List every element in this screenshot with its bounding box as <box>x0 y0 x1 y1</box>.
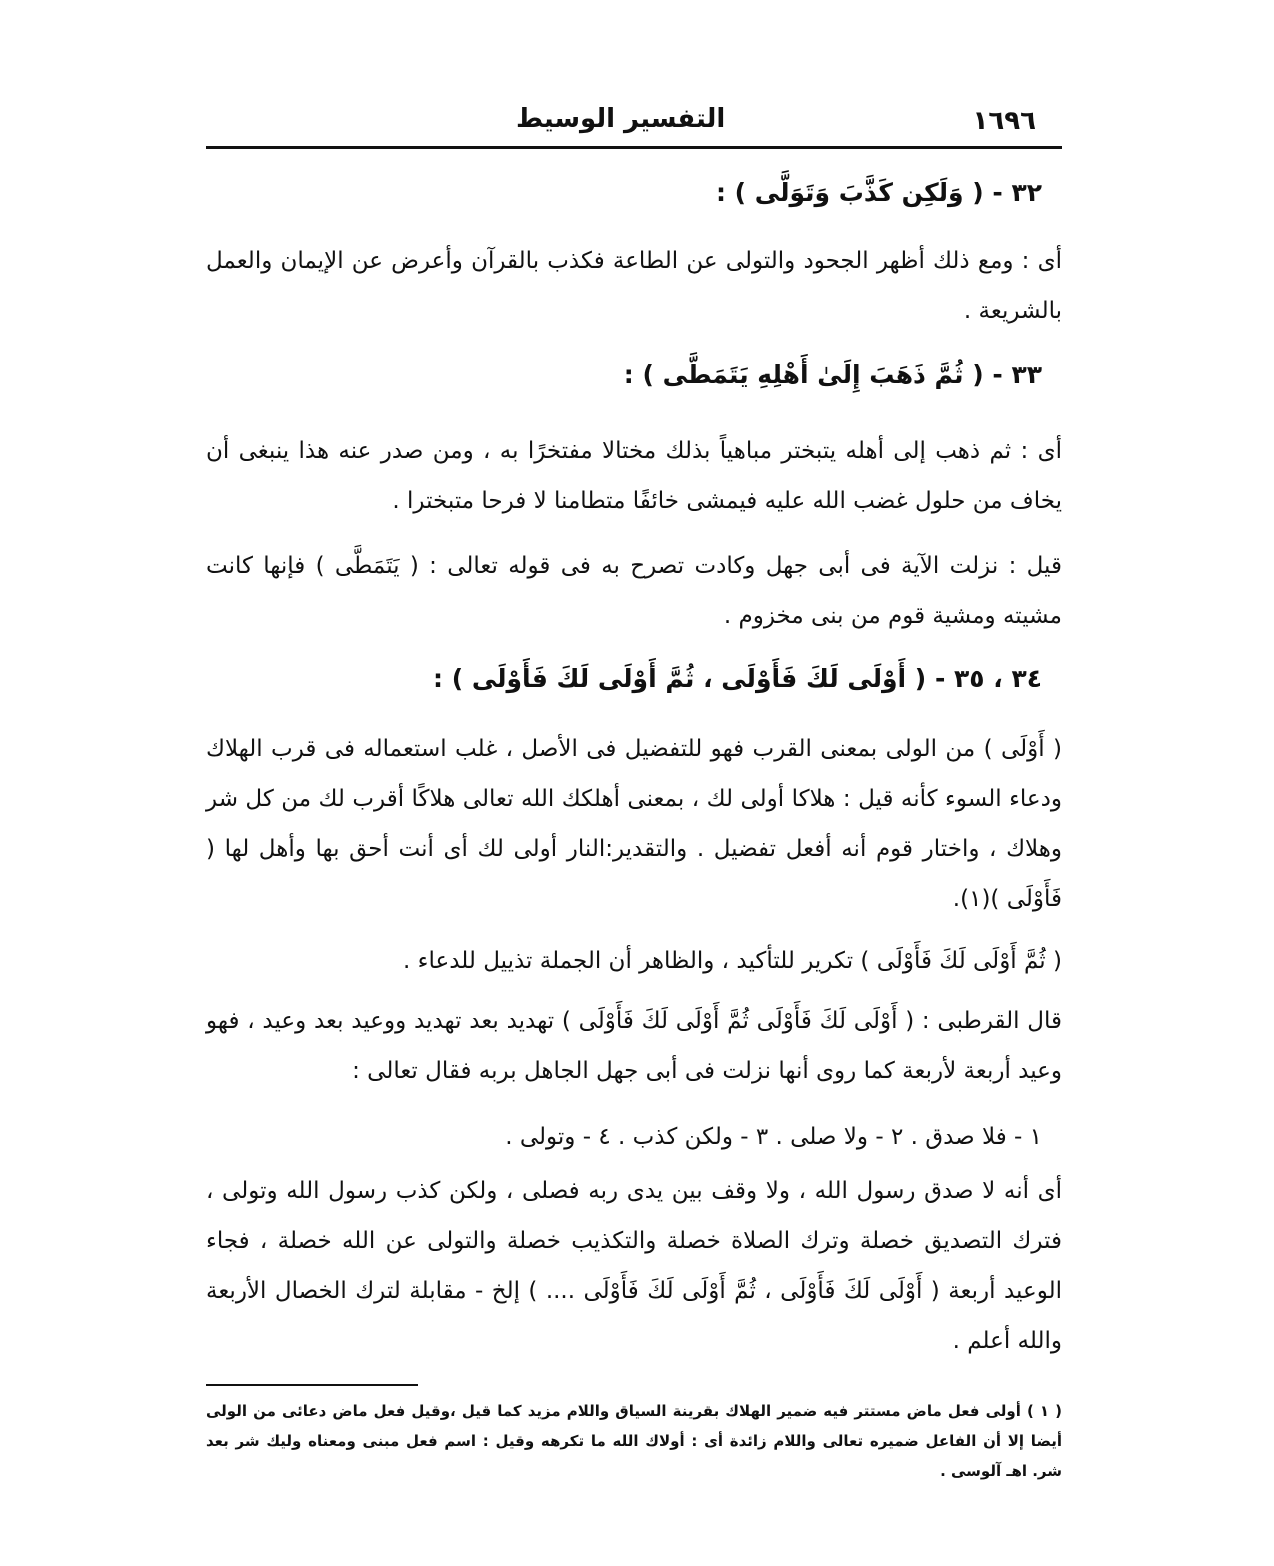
footnote-rule <box>206 1384 418 1386</box>
closing-commentary: أى أنه لا صدق رسول الله ، ولا وقف بين يدى ربه فصلى ، ولكن كذب رسول الله وتولى ، فترك التصديق خصلة وترك الصلاة خصلة والتكذيب خصلة والتولى عن الله خصلة ، فجاء الوعيد أربعة ( أَوْلَى لَكَ فَأَوْلَى ، ثُمَّ أَوْلَى لَكَ فَأَوْلَى .... ) إلخ - مقابلة لترك الخصال الأربعة والله أعلم . <box>206 1178 1062 1354</box>
verse-32-heading: ٣٢ - ( وَلَكِن كَذَّبَ وَتَوَلَّى ) : <box>715 178 1042 207</box>
verse-33-heading: ٣٣ - ( ثُمَّ ذَهَبَ إِلَىٰ أَهْلِهِ يَتَمَطَّى ) : <box>623 360 1042 389</box>
verse-33-commentary: أى : ثم ذهب إلى أهله يتبختر مباهياً بذلك مختالا مفتخرًا به ، ومن صدر عنه هذا ينبغى أن يخاف من حلول غضب الله عليه فيمشى خائفًا متطامنا لا فرحا متبخترا . <box>206 438 1062 514</box>
page-number: ١٦٩٦ <box>972 106 1036 136</box>
page-header <box>206 102 1062 142</box>
verse-34-commentary: ( أَوْلَى ) من الولى بمعنى القرب فهو للتفضيل فى الأصل ، غلب استعماله فى قرب الهلاك ودعاء السوء كأنه قيل : هلاكا أولى لك ، بمعنى أهلكك الله تعالى هلاكًا أقرب لك من كل شر وهلاك ، واختار قوم أنه أفعل تفضيل . والتقدير:النار أولى لك أى أنت أحق بها وأهل لها ( فَأَوْلَى )(١). <box>206 736 1062 912</box>
book-title: التفسير الوسيط <box>516 104 726 134</box>
verse-32-commentary: أى : ومع ذلك أظهر الجحود والتولى عن الطاعة فكذب بالقرآن وأعرض عن الإيمان والعمل بالشريعة . <box>206 248 1062 324</box>
book-page <box>206 96 1062 1496</box>
four-traits-list: ١ - فلا صدق . ٢ - ولا صلى . ٣ - ولكن كذب . ٤ - وتولى . <box>505 1124 1042 1150</box>
footnote: ( ١ ) أولى فعل ماض مستتر فيه ضمير الهلاك بقرينة السياق واللام مزيد كما قيل ،وقيل فعل ماض دعائى من الولى أيضا إلا أن الفاعل ضميره تعالى واللام زائدة أى : أولاك الله ما تكرهه وقيل : اسم فعل مبنى ومعناه وليك شر بعد شر. اهـ آلوسى . <box>206 1402 1063 1480</box>
verse-34-35-heading: ٣٤ ، ٣٥ - ( أَوْلَى لَكَ فَأَوْلَى ، ثُمَّ أَوْلَى لَكَ فَأَوْلَى ) : <box>433 664 1042 693</box>
verse-33-note: قيل : نزلت الآية فى أبى جهل وكادت تصرح به فى قوله تعالى : ( يَتَمَطَّى ) فإنها كانت مشيته ومشية قوم من بنى مخزوم . <box>206 553 1062 629</box>
verse-35-commentary: ( ثُمَّ أَوْلَى لَكَ فَأَوْلَى ) تكرير للتأكيد ، والظاهر أن الجملة تذييل للدعاء . <box>403 948 1062 974</box>
qurtubi-quote: قال القرطبى : ( أَوْلَى لَكَ فَأَوْلَى ثُمَّ أَوْلَى لَكَ فَأَوْلَى ) تهديد بعد تهديد ووعيد بعد وعيد ، فهو وعيد أربعة لأربعة كما روى أنها نزلت فى أبى جهل الجاهل بربه فقال تعالى : <box>206 1008 1062 1084</box>
header-rule <box>206 146 1062 149</box>
